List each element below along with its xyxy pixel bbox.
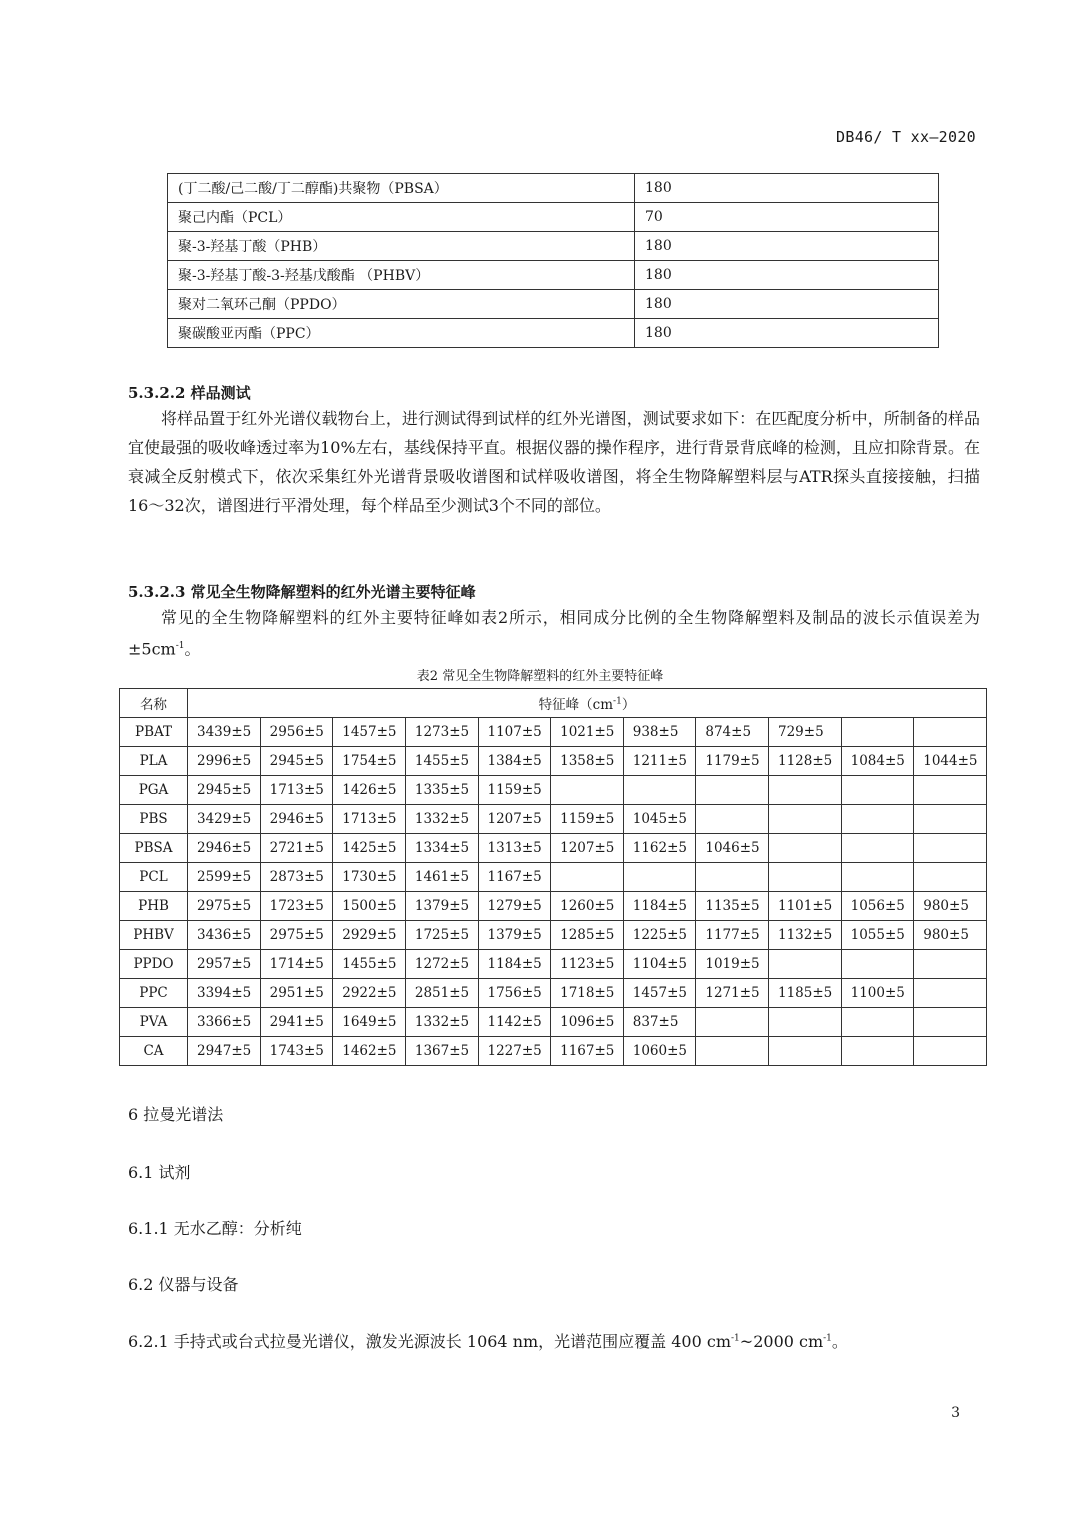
peak-cell: 1743±5 [260, 1037, 333, 1066]
peak-cell: 2975±5 [260, 921, 333, 950]
peak-cell: 1500±5 [333, 892, 406, 921]
peak-cell [696, 805, 769, 834]
peak-cell: 1756±5 [478, 979, 551, 1008]
peak-cell [623, 776, 696, 805]
peak-cell: 1142±5 [478, 1008, 551, 1037]
polymer-name: PBAT [120, 718, 188, 747]
material-name: (丁二酸/己二酸/丁二醇酯)共聚物（PBSA） [168, 174, 635, 203]
peak-cell: 1271±5 [696, 979, 769, 1008]
peak-cell [551, 863, 624, 892]
table-header-row [120, 689, 987, 718]
peak-cell: 1725±5 [405, 921, 478, 950]
peak-cell: 1358±5 [551, 747, 624, 776]
peak-cell: 1384±5 [478, 747, 551, 776]
degradation-temperature-table-continued [167, 173, 939, 348]
polymer-name: CA [120, 1037, 188, 1066]
section-body-5-3-2-3 [128, 603, 980, 663]
peak-cell [696, 863, 769, 892]
peak-cell: 1279±5 [478, 892, 551, 921]
peak-cell: 1101±5 [769, 892, 842, 921]
polymer-name: PPDO [120, 950, 188, 979]
peak-cell: 1260±5 [551, 892, 624, 921]
peak-cell: 3366±5 [188, 1008, 261, 1037]
peak-cell: 1455±5 [405, 747, 478, 776]
table-row [168, 261, 939, 290]
peak-cell: 1056±5 [841, 892, 914, 921]
peak-cell: 1104±5 [623, 950, 696, 979]
peak-cell: 1313±5 [478, 834, 551, 863]
peak-cell [769, 776, 842, 805]
peak-cell: 1184±5 [623, 892, 696, 921]
section-heading-5-3-2-3: 5.3.2.3 常见全生物降解塑料的红外光谱主要特征峰 [128, 583, 476, 601]
table-row [120, 834, 987, 863]
table-row [168, 203, 939, 232]
peak-cell: 837±5 [623, 1008, 696, 1037]
polymer-name: PGA [120, 776, 188, 805]
material-name: 聚碳酸亚丙酯（PPC） [168, 319, 635, 348]
table-row [120, 805, 987, 834]
peak-cell [841, 776, 914, 805]
polymer-name: PBSA [120, 834, 188, 863]
text-b: ~2000 cm [739, 1332, 824, 1351]
peak-cell: 2945±5 [188, 776, 261, 805]
peak-cell [914, 1037, 987, 1066]
peak-cell: 1461±5 [405, 863, 478, 892]
peak-cell: 2947±5 [188, 1037, 261, 1066]
peak-cell: 3439±5 [188, 718, 261, 747]
peak-cell: 1462±5 [333, 1037, 406, 1066]
peak-cell: 2975±5 [188, 892, 261, 921]
peak-cell: 1718±5 [551, 979, 624, 1008]
peak-cell: 1044±5 [914, 747, 987, 776]
material-name: 聚-3-羟基丁酸-3-羟基戊酸酯 （PHBV） [168, 261, 635, 290]
peak-cell: 1162±5 [623, 834, 696, 863]
table-row [120, 892, 987, 921]
section-6-1-1: 6.1.1 无水乙醇：分析纯 [128, 1219, 302, 1238]
peak-cell: 1455±5 [333, 950, 406, 979]
peak-cell [914, 776, 987, 805]
material-value: 70 [635, 203, 939, 232]
peak-cell: 1184±5 [478, 950, 551, 979]
peak-cell: 1457±5 [623, 979, 696, 1008]
section-heading-6-2: 6.2 仪器与设备 [128, 1275, 239, 1294]
peak-cell: 874±5 [696, 718, 769, 747]
peak-cell: 2946±5 [260, 805, 333, 834]
superscript: -1 [175, 641, 185, 651]
peak-cell [841, 1037, 914, 1066]
peak-cell: 1367±5 [405, 1037, 478, 1066]
peak-cell [841, 834, 914, 863]
polymer-name: PCL [120, 863, 188, 892]
peak-cell: 1425±5 [333, 834, 406, 863]
peak-cell [769, 834, 842, 863]
peak-cell: 2945±5 [260, 747, 333, 776]
peak-cell: 3394±5 [188, 979, 261, 1008]
polymer-name: PHB [120, 892, 188, 921]
peak-cell: 1723±5 [260, 892, 333, 921]
peak-cell: 1207±5 [551, 834, 624, 863]
peak-cell: 1128±5 [769, 747, 842, 776]
peak-cell [914, 834, 987, 863]
peak-cell: 1021±5 [551, 718, 624, 747]
header-peaks-label: 特征峰（cm [538, 697, 614, 713]
peak-cell: 980±5 [914, 921, 987, 950]
peak-cell: 1649±5 [333, 1008, 406, 1037]
peak-cell: 2946±5 [188, 834, 261, 863]
peak-cell: 2996±5 [188, 747, 261, 776]
peak-cell [551, 776, 624, 805]
peak-cell [841, 950, 914, 979]
peak-cell: 2922±5 [333, 979, 406, 1008]
peak-cell: 1132±5 [769, 921, 842, 950]
polymer-name: PVA [120, 1008, 188, 1037]
peak-cell: 1055±5 [841, 921, 914, 950]
material-value: 180 [635, 174, 939, 203]
material-value: 180 [635, 319, 939, 348]
peak-cell: 980±5 [914, 892, 987, 921]
peak-cell: 1334±5 [405, 834, 478, 863]
table-row [120, 747, 987, 776]
peak-cell: 1046±5 [696, 834, 769, 863]
body-text-end: 。 [184, 639, 201, 659]
peak-cell: 2873±5 [260, 863, 333, 892]
material-name: 聚己内酯（PCL） [168, 203, 635, 232]
peak-cell: 2956±5 [260, 718, 333, 747]
peak-cell: 1084±5 [841, 747, 914, 776]
table-row [120, 921, 987, 950]
peak-cell: 1159±5 [478, 776, 551, 805]
header-peaks-close: ） [621, 697, 636, 713]
document-code: DB46/ T xx—2020 [836, 128, 976, 146]
peak-cell: 1272±5 [405, 950, 478, 979]
sup-2: -1 [823, 1333, 832, 1344]
peak-cell: 938±5 [623, 718, 696, 747]
peak-cell: 1225±5 [623, 921, 696, 950]
page-number: 3 [951, 1405, 960, 1421]
peak-cell: 1177±5 [696, 921, 769, 950]
peak-cell [914, 1008, 987, 1037]
table-row [120, 1008, 987, 1037]
section-heading-5-3-2-2: 5.3.2.2 样品测试 [128, 384, 251, 402]
section-heading-6-1: 6.1 试剂 [128, 1163, 191, 1182]
peak-cell: 1211±5 [623, 747, 696, 776]
table-row [120, 718, 987, 747]
peak-cell [914, 950, 987, 979]
peak-cell: 1123±5 [551, 950, 624, 979]
material-name: 聚-3-羟基丁酸（PHB） [168, 232, 635, 261]
peak-cell: 1379±5 [405, 892, 478, 921]
peak-cell [841, 1008, 914, 1037]
polymer-name: PPC [120, 979, 188, 1008]
peak-cell: 2851±5 [405, 979, 478, 1008]
table-row [168, 290, 939, 319]
peak-cell: 1045±5 [623, 805, 696, 834]
peak-cell: 1185±5 [769, 979, 842, 1008]
peak-cell: 1227±5 [478, 1037, 551, 1066]
material-value: 180 [635, 261, 939, 290]
peak-cell: 2941±5 [260, 1008, 333, 1037]
peak-cell: 1754±5 [333, 747, 406, 776]
peak-cell: 2599±5 [188, 863, 261, 892]
peak-cell: 1285±5 [551, 921, 624, 950]
peak-cell [696, 1037, 769, 1066]
body-text: 常见的全生物降解塑料的红外主要特征峰如表2所示，相同成分比例的全生物降解塑料及制品的波长示值误差为±5cm [128, 608, 980, 659]
section-body-5-3-2-2: 将样品置于红外光谱仪载物台上，进行测试得到试样的红外光谱图，测试要求如下：在匹配度分析中，所制备的样品宜使最强的吸收峰透过率为10%左右，基线保持平直。根据仪器的操作程序，进行背景背底峰的检测，且应扣除背景。在衰减全反射模式下，依次采集红外光谱背景吸收谱图和试样吸收谱图，将全生物降解塑料层与ATR探头直接接触，扫描16～32次，谱图进行平滑处理，每个样品至少测试3个不同的部位。 [128, 409, 980, 515]
peak-cell: 1332±5 [405, 1008, 478, 1037]
peak-cell: 1273±5 [405, 718, 478, 747]
polymer-name: PHBV [120, 921, 188, 950]
material-value: 180 [635, 232, 939, 261]
peak-cell [696, 776, 769, 805]
peak-cell [696, 1008, 769, 1037]
peak-cell: 2721±5 [260, 834, 333, 863]
peak-cell: 1179±5 [696, 747, 769, 776]
peak-cell: 3436±5 [188, 921, 261, 950]
ir-peaks-table [119, 688, 987, 1066]
section-heading-6: 6 拉曼光谱法 [128, 1105, 224, 1124]
peak-cell [769, 950, 842, 979]
peak-cell: 1096±5 [551, 1008, 624, 1037]
table-row [120, 863, 987, 892]
peak-cell: 1714±5 [260, 950, 333, 979]
polymer-name: PBS [120, 805, 188, 834]
peak-cell: 1107±5 [478, 718, 551, 747]
peak-cell [769, 1037, 842, 1066]
peak-cell [841, 863, 914, 892]
header-superscript: -1 [613, 696, 622, 707]
peak-cell [769, 863, 842, 892]
peak-cell [769, 805, 842, 834]
peak-cell: 1167±5 [551, 1037, 624, 1066]
sup-1: -1 [731, 1333, 740, 1344]
peak-cell: 1457±5 [333, 718, 406, 747]
table-row [168, 174, 939, 203]
table-row [120, 979, 987, 1008]
peak-cell: 1167±5 [478, 863, 551, 892]
peak-cell: 3429±5 [188, 805, 261, 834]
peak-cell: 1159±5 [551, 805, 624, 834]
peak-cell: 1730±5 [333, 863, 406, 892]
table-row [120, 950, 987, 979]
material-value: 180 [635, 290, 939, 319]
peak-cell: 1019±5 [696, 950, 769, 979]
peak-cell [914, 863, 987, 892]
table-row [168, 232, 939, 261]
header-name: 名称 [120, 689, 188, 718]
text-a: 6.2.1 手持式或台式拉曼光谱仪，激发光源波长 1064 nm，光谱范围应覆盖 400 cm [128, 1332, 732, 1351]
table-row [168, 319, 939, 348]
table-row [120, 1037, 987, 1066]
table-caption: 表2 常见全生物降解塑料的红外主要特征峰 [416, 669, 664, 684]
peak-cell: 729±5 [769, 718, 842, 747]
section-6-2-1 [128, 1329, 848, 1352]
peak-cell: 1379±5 [478, 921, 551, 950]
peak-cell: 2957±5 [188, 950, 261, 979]
text-c: 。 [831, 1332, 848, 1351]
peak-cell: 1060±5 [623, 1037, 696, 1066]
peak-cell: 1207±5 [478, 805, 551, 834]
peak-cell [914, 979, 987, 1008]
peak-cell [914, 718, 987, 747]
peak-cell: 1713±5 [260, 776, 333, 805]
table-row [120, 776, 987, 805]
peak-cell [623, 863, 696, 892]
header-peaks [188, 689, 987, 718]
peak-cell [769, 1008, 842, 1037]
peak-cell: 1335±5 [405, 776, 478, 805]
peak-cell: 1135±5 [696, 892, 769, 921]
peak-cell [841, 718, 914, 747]
peak-cell [914, 805, 987, 834]
peak-cell: 2929±5 [333, 921, 406, 950]
polymer-name: PLA [120, 747, 188, 776]
material-name: 聚对二氧环己酮（PPDO） [168, 290, 635, 319]
peak-cell: 1100±5 [841, 979, 914, 1008]
peak-cell [841, 805, 914, 834]
peak-cell: 2951±5 [260, 979, 333, 1008]
peak-cell: 1713±5 [333, 805, 406, 834]
peak-cell: 1426±5 [333, 776, 406, 805]
peak-cell: 1332±5 [405, 805, 478, 834]
